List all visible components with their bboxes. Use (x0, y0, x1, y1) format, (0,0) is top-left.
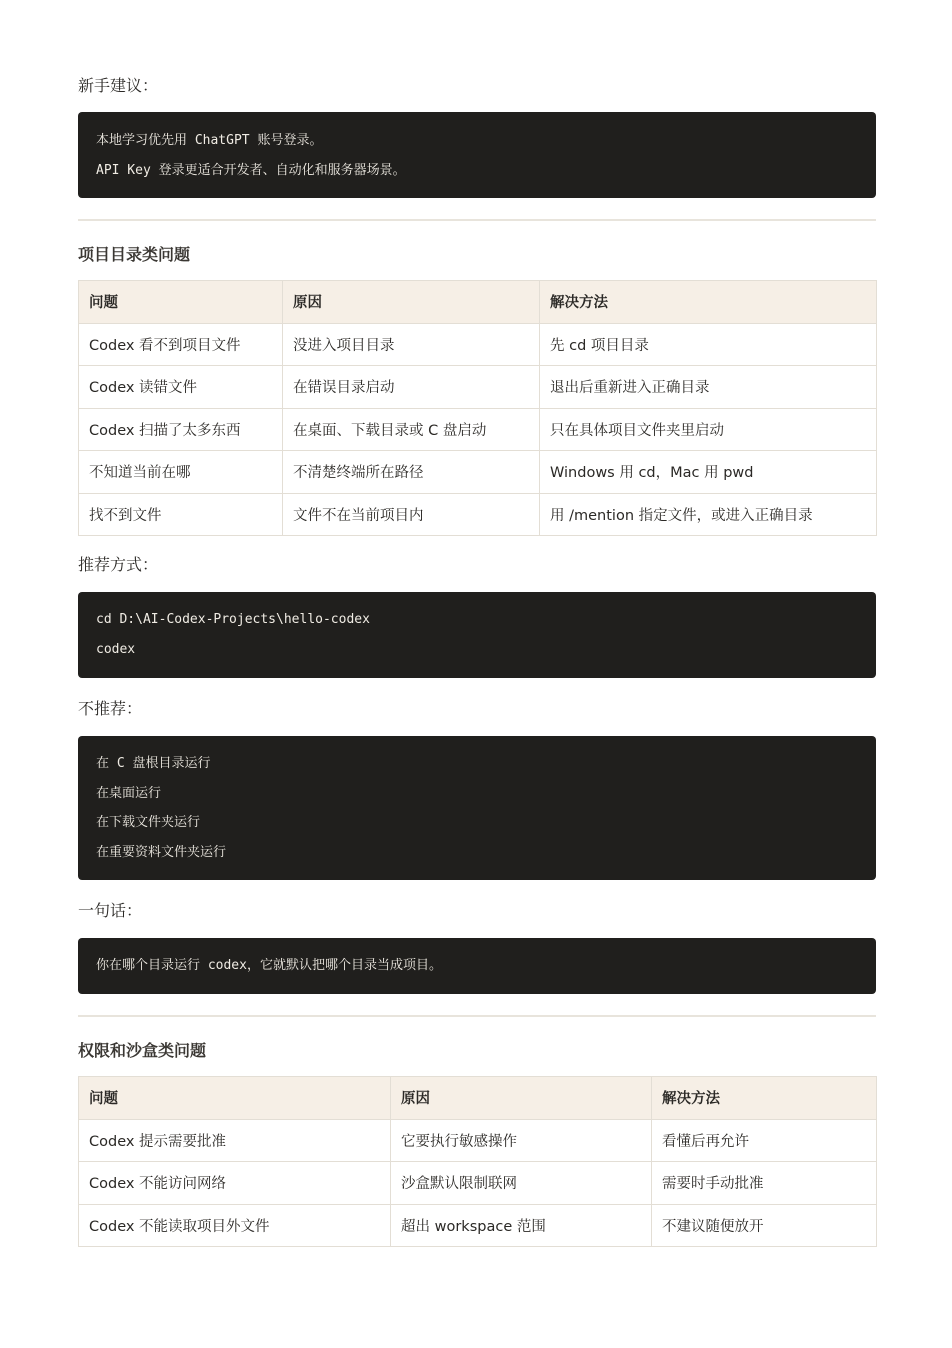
recommended-label: 推荐方式： (78, 555, 159, 574)
table-cell: Codex 提示需要批准 (79, 1119, 391, 1162)
table-cell: 不清楚终端所在路径 (283, 451, 540, 494)
table-cell: 不知道当前在哪 (79, 451, 283, 494)
table-cell: 看懂后再允许 (652, 1119, 877, 1162)
perm-issues-heading: 权限和沙盒类问题 (78, 1041, 207, 1060)
column-header: 原因 (391, 1077, 652, 1120)
table-cell: 文件不在当前项目内 (283, 493, 540, 536)
code-line: 本地学习优先用 ChatGPT 账号登录。 (96, 133, 323, 148)
table-cell: Codex 不能访问网络 (79, 1162, 391, 1205)
table-cell: 找不到文件 (79, 493, 283, 536)
table-row (79, 1119, 877, 1162)
table-cell: Codex 看不到项目文件 (79, 323, 283, 366)
column-header: 解决方法 (540, 281, 877, 324)
code-line: cd D:\AI-Codex-Projects\hello-codex (96, 612, 370, 627)
table-row (79, 1204, 877, 1247)
not-recommended-code-block (78, 736, 876, 880)
section-divider (78, 219, 876, 221)
table-cell: Windows 用 cd，Mac 用 pwd (540, 451, 877, 494)
table-cell: 在桌面、下载目录或 C 盘启动 (283, 408, 540, 451)
login-code-block (78, 112, 876, 198)
table-cell: 没进入项目目录 (283, 323, 540, 366)
column-header: 问题 (79, 281, 283, 324)
summary-code-block (78, 938, 876, 994)
column-header: 原因 (283, 281, 540, 324)
section-divider (78, 1015, 876, 1017)
column-header: 问题 (79, 1077, 391, 1120)
dir-issues-heading: 项目目录类问题 (78, 245, 191, 264)
table-cell: 在错误目录启动 (283, 366, 540, 409)
table-cell: 用 /mention 指定文件，或进入正确目录 (540, 493, 877, 536)
table-cell: 超出 workspace 范围 (391, 1204, 652, 1247)
table-header-row (79, 1077, 877, 1120)
table-cell: Codex 扫描了太多东西 (79, 408, 283, 451)
table-cell: 退出后重新进入正确目录 (540, 366, 877, 409)
perm-issues-table (78, 1076, 877, 1247)
code-line: 在下载文件夹运行 (96, 815, 201, 830)
dir-issues-table (78, 280, 877, 536)
table-cell: Codex 读错文件 (79, 366, 283, 409)
code-line: 在桌面运行 (96, 785, 162, 801)
beginner-advice-label: 新手建议： (78, 76, 159, 95)
table-row (79, 408, 877, 451)
table-cell: 先 cd 项目目录 (540, 323, 877, 366)
recommended-code-block (78, 592, 876, 678)
table-row (79, 493, 877, 536)
code-line: 你在哪个目录运行 codex，它就默认把哪个目录当成项目。 (96, 958, 442, 973)
summary-label: 一句话： (78, 901, 143, 920)
table-cell: Codex 不能读取项目外文件 (79, 1204, 391, 1247)
table-row (79, 451, 877, 494)
code-line: 在重要资料文件夹运行 (96, 844, 227, 860)
column-header: 解决方法 (652, 1077, 877, 1120)
table-header-row (79, 281, 877, 324)
table-row (79, 1162, 877, 1205)
code-line: API Key 登录更适合开发者、自动化和服务器场景。 (96, 162, 406, 178)
not-recommended-label: 不推荐： (78, 699, 143, 718)
table-row (79, 366, 877, 409)
code-line: codex (96, 641, 136, 657)
table-cell: 它要执行敏感操作 (391, 1119, 652, 1162)
code-line: 在 C 盘根目录运行 (96, 756, 211, 771)
table-row (79, 323, 877, 366)
table-cell: 不建议随便放开 (652, 1204, 877, 1247)
table-cell: 需要时手动批准 (652, 1162, 877, 1205)
table-cell: 只在具体项目文件夹里启动 (540, 408, 877, 451)
table-cell: 沙盒默认限制联网 (391, 1162, 652, 1205)
